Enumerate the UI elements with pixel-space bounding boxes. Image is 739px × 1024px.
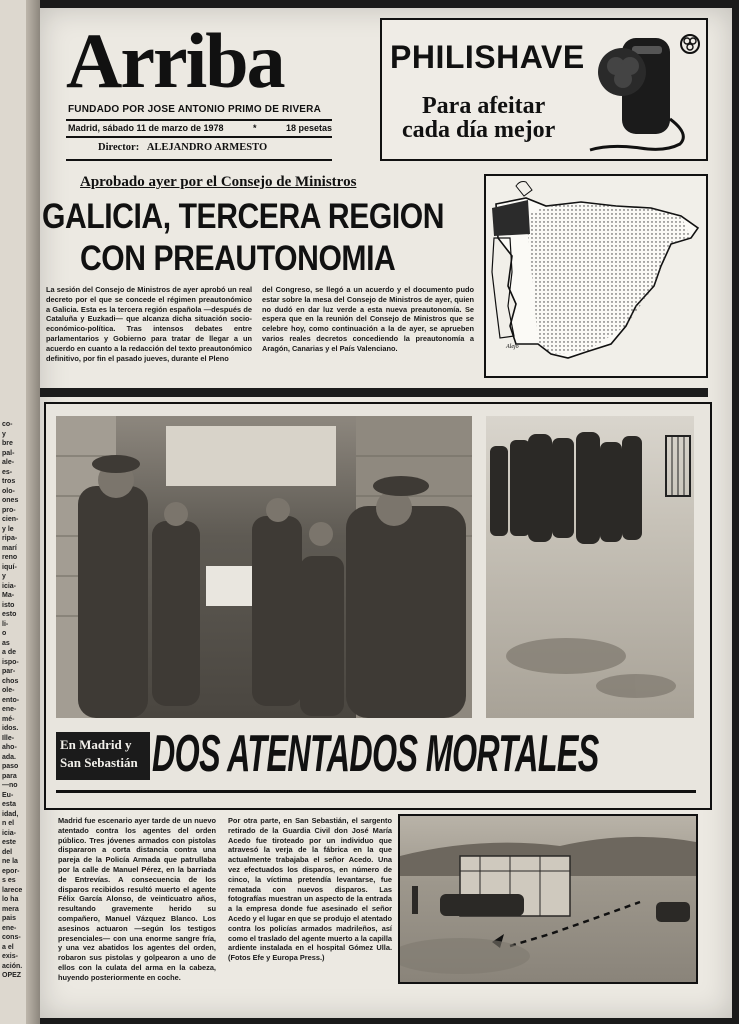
adjacent-page-fragment: mera	[2, 905, 19, 913]
shaver-image	[580, 24, 704, 154]
adjacent-page-fragment: a de	[2, 649, 17, 656]
adjacent-page-strip	[0, 0, 40, 1024]
adjacent-page-fragment: y	[2, 573, 6, 580]
director-name: ALEJANDRO ARMESTO	[146, 142, 268, 153]
adjacent-page-fragment: cien-	[2, 516, 19, 523]
masthead-rule-2	[66, 136, 332, 138]
adjacent-page-fragment: ene-	[2, 706, 17, 713]
philishave-ad	[380, 18, 708, 161]
adjacent-page-fragment: Ma-	[2, 592, 15, 599]
adjacent-page-fragment: chos	[2, 677, 19, 685]
lead-column-1: La sesión del Consejo de Ministros de ayer aprobó un real decreto por el que se concede el régimen preautonómico a Galicia. Esta es la tercera región española —después de Cataluña y Euzkadi— que alcanza dicha situación socio-económico-política. Tras intensos debates entre parlamentarios y Gobierno para tratar de llegar a un acuerdo en cuanto a la redacción del texto preautonómico definitivo, por fin el pasado jueves, durante el Pleno	[46, 285, 252, 363]
adjacent-page-fragment: lo ha	[2, 896, 19, 903]
map-stipple	[526, 202, 691, 354]
adjacent-page-fragment: del	[2, 848, 13, 856]
adjacent-page-fragment: marí	[2, 544, 17, 552]
second-headline: DOS ATENTADOS MORTALES	[152, 725, 599, 783]
adjacent-page-fragment: exis-	[2, 953, 18, 960]
adjacent-page-fragment: ento-	[2, 696, 20, 704]
second-column-2: Por otra parte, en San Sebastián, el sargento retirado de la Guardia Civil don José María Acedo fue tiroteado por un individuo que atravesó la verja de la fábrica en la que actualmente trabajaba el señor Acedo. Una vez efectuados los disparos, en número de cinco, la víctima pretendía levantarse, fue rematada con nuevos disparos. Las fotografías muestran un aspecto de la entrada a la empresa donde fue asesinado el señor Acedo y el lugar en que se produjo el atentado contra los policías armados madrileños, así como el traslado del agente muerto a la capilla ardiente instalada en el hospital Gómez Ulla. (Fotos Efe y Europa Press.)	[228, 816, 392, 963]
second-headline-rule	[56, 790, 696, 793]
masthead-separator: *	[253, 123, 257, 133]
ad-tagline-2: cada día mejor	[402, 117, 556, 143]
adjacent-page-fragment: esto	[2, 611, 17, 618]
adjacent-page-fragment: co-	[2, 421, 13, 428]
adjacent-page-fragment: s es	[2, 877, 16, 884]
adjacent-page-fragment: y	[2, 430, 6, 438]
adjacent-page-fragment: ación.	[2, 962, 23, 970]
adjacent-page-fragment: ripa-	[2, 535, 18, 542]
adjacent-page-fragment: o	[2, 630, 7, 637]
masthead-founder: FUNDADO POR JOSE ANTONIO PRIMO DE RIVERA	[68, 104, 322, 115]
procession-illustration	[56, 416, 472, 718]
spain-map	[486, 176, 706, 376]
adjacent-page-fragment: pro-	[2, 506, 16, 514]
adjacent-page-fragment: isto	[2, 601, 15, 609]
adjacent-page-fragment: idos.	[2, 725, 19, 732]
map-ornament	[516, 182, 532, 197]
adjacent-page-fragment: ale-	[2, 459, 15, 466]
masthead-dateline	[68, 122, 332, 134]
adjacent-page-fragment: ispo-	[2, 658, 19, 666]
adjacent-page-fragment: olo-	[2, 487, 15, 495]
adjacent-page-fragment: idad,	[2, 810, 19, 818]
photo-crowd	[486, 416, 694, 718]
adjacent-page-fragment: li-	[2, 620, 9, 628]
adjacent-page-fragment: ene-	[2, 924, 17, 932]
masthead-title: Arriba	[66, 17, 284, 104]
adjacent-page-fragment: aho-	[2, 744, 17, 751]
adjacent-page-fragment: iquí-	[2, 563, 17, 571]
section-divider	[40, 388, 708, 397]
lead-column-2: del Congreso, se llegó a un acuerdo y el documento pudo estar sobre la mesa del Consejo de Ministros de ayer, quien no dudó en dar luz verde a esta nueva preautonomía. Se espera que en la reunión del Consejo de Ministros que se celebre hoy, como continuación a la de ayer, se aprueben varios reales decretos concediendo la preautonomía a Aragón, Canarias y el País Valenciano.	[262, 285, 474, 353]
adjacent-page-fragment: para	[2, 772, 17, 780]
map-credit: Alejo	[506, 344, 519, 350]
ad-brand: PHILISHAVE	[390, 39, 585, 75]
adjacent-page-fragment: es-	[2, 468, 13, 476]
adjacent-page-fragment: ne la	[2, 858, 18, 865]
photo-procession	[56, 416, 472, 718]
director-label: Director:	[98, 142, 140, 153]
second-kicker-box	[56, 732, 150, 780]
masthead-date: Madrid, sábado 11 de marzo de 1978	[68, 123, 224, 133]
adjacent-page-fragment: as	[2, 639, 10, 647]
adjacent-page-fragment: esta	[2, 801, 17, 808]
masthead-rule	[66, 119, 332, 121]
adjacent-page-fragment: ole-	[2, 687, 15, 694]
newspaper-front-page	[40, 8, 732, 1018]
factory-illustration	[400, 816, 696, 982]
adjacent-page-fragment: paso	[2, 763, 19, 770]
spain-map-box	[484, 174, 708, 378]
crowd-illustration	[486, 416, 694, 718]
adjacent-page-fragment: pais	[2, 915, 17, 922]
adjacent-page-fragment: larece	[2, 886, 23, 894]
adjacent-page-fragment: y le	[2, 525, 14, 533]
second-kicker-line-2: San Sebastián	[60, 755, 138, 770]
masthead-director	[98, 141, 267, 154]
masthead-price: 18 pesetas	[285, 123, 332, 133]
page-gutter	[26, 0, 40, 1024]
adjacent-page-fragment: cons-	[2, 934, 21, 941]
adjacent-page-fragment: este	[2, 839, 17, 846]
adjacent-page-fragment: Ille-	[2, 734, 15, 742]
lead-headline-line-1: GALICIA, TERCERA REGION	[42, 197, 445, 236]
adjacent-page-fragment: icia-	[2, 829, 17, 837]
lead-kicker: Aprobado ayer por el Consejo de Ministros	[80, 174, 357, 190]
adjacent-page-fragment: epor-	[2, 867, 20, 875]
adjacent-page-fragment: ones	[2, 497, 19, 504]
adjacent-page-fragment: —no	[2, 782, 18, 789]
adjacent-page-fragment: icia-	[2, 582, 17, 590]
adjacent-page-fragment: bre	[2, 440, 13, 447]
adjacent-page-fragment: OPEZ	[2, 972, 22, 979]
adjacent-page-fragment: a el	[2, 943, 14, 951]
second-column-1: Madrid fue escenario ayer tarde de un nuevo atentado contra los agentes del orden público. Tres jóvenes armados con pistolas dispararon a corta distancia contra una pareja de la Policía Armada que patrullaba por la calle de Manuel Pérez, en la barriada de Entrevías. A consecuencia de los disparos recibidos resultó muerto el agente Félix García Alonso, de veinticuatro años, resultando gravemente herido su compañero, Manuel Vázquez Blanco. Los asesinos actuaron —según los testigos presenciales— con una enorme sangre fría, y una vez abatidos los agentes del orden, robaron sus pistolas y golpearon a uno de ellos con la culata del arma en la cabeza, huyendo posteriormente en coche.	[58, 816, 216, 982]
adjacent-page-fragment: par-	[2, 668, 16, 675]
ad-tagline-1: Para afeitar	[422, 93, 546, 119]
photo-factory-entrance	[398, 814, 698, 984]
adjacent-page-fragment: n el	[2, 820, 15, 827]
adjacent-page-fragment: mé-	[2, 715, 15, 723]
masthead-rule-3	[66, 159, 332, 161]
adjacent-page-fragment: reno	[2, 554, 18, 561]
lead-headline-line-2: CON PREAUTONOMIA	[80, 239, 396, 278]
adjacent-page-fragment: ada.	[2, 753, 17, 761]
second-kicker-line-1: En Madrid y	[60, 737, 132, 752]
adjacent-page-fragment: tros	[2, 478, 16, 485]
adjacent-page-fragment: Eu-	[2, 791, 14, 799]
adjacent-page-fragment: pal-	[2, 449, 15, 457]
